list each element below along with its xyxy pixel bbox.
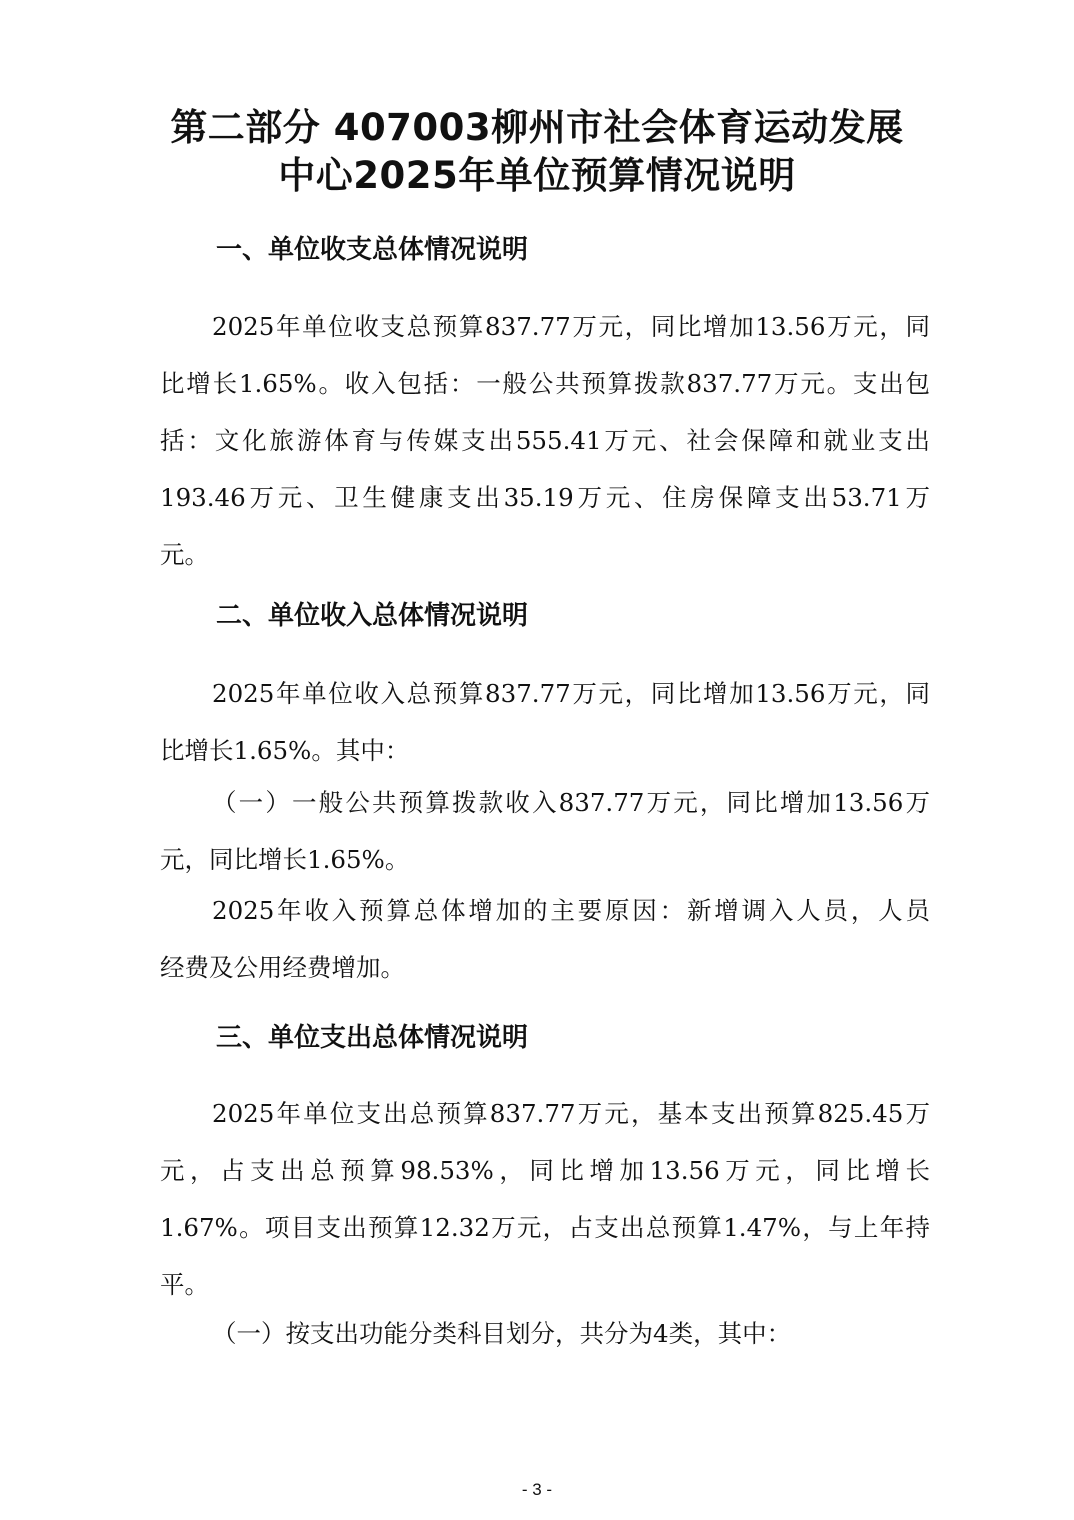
text-line: 元。 [160, 540, 209, 569]
page-title [120, 104, 954, 200]
text-line: 2025年单位收入总预算837.77万元，同比增加13.56万元，同 [212, 679, 930, 708]
text-line: 193.46万元、卫生健康支出35.19万元、住房保障支出53.71万 [160, 483, 930, 512]
section-heading-1: 一、单位收支总体情况说明 [216, 235, 529, 265]
section-2-paragraph-1 [160, 665, 930, 779]
text-line: 2025年收入预算总体增加的主要原因：新增调入人员，人员 [212, 896, 930, 925]
text-line: 比增长1.65%。其中： [160, 736, 410, 765]
section-1-paragraph-1 [160, 298, 930, 583]
text-line: 比增长1.65%。收入包括：一般公共预算拨款837.77万元。支出包 [160, 369, 930, 398]
page-number: - 3 - [521, 1480, 553, 1499]
text-line: 平。 [160, 1270, 209, 1299]
section-heading-2: 二、单位收入总体情况说明 [216, 601, 529, 631]
section-3-paragraph-2 [160, 1305, 930, 1362]
section-2-paragraph-3 [160, 882, 930, 996]
text-line: 括：文化旅游体育与传媒支出555.41万元、社会保障和就业支出 [160, 426, 930, 455]
section-heading-3: 三、单位支出总体情况说明 [216, 1023, 529, 1053]
text-line: 2025年单位收支总预算837.77万元，同比增加13.56万元，同 [212, 312, 930, 341]
text-line: 2025年单位支出总预算837.77万元，基本支出预算825.45万 [212, 1099, 930, 1128]
title-line-1: 第二部分 407003柳州市社会体育运动发展 [170, 106, 904, 149]
title-line-2: 中心2025年单位预算情况说明 [278, 154, 796, 197]
section-3-paragraph-1 [160, 1085, 930, 1313]
text-line: 经费及公用经费增加。 [160, 953, 405, 982]
text-line: （一）按支出功能分类科目划分，共分为4类，其中： [212, 1319, 792, 1348]
text-line: 元，同比增长1.65%。 [160, 845, 410, 874]
text-line: （一）一般公共预算拨款收入837.77万元，同比增加13.56万 [212, 788, 930, 817]
text-line: 1.67%。项目支出预算12.32万元，占支出总预算1.47%，与上年持 [160, 1213, 930, 1242]
section-2-paragraph-2 [160, 774, 930, 888]
text-line: 元，占支出总预算98.53%，同比增加13.56万元，同比增长 [160, 1156, 930, 1185]
